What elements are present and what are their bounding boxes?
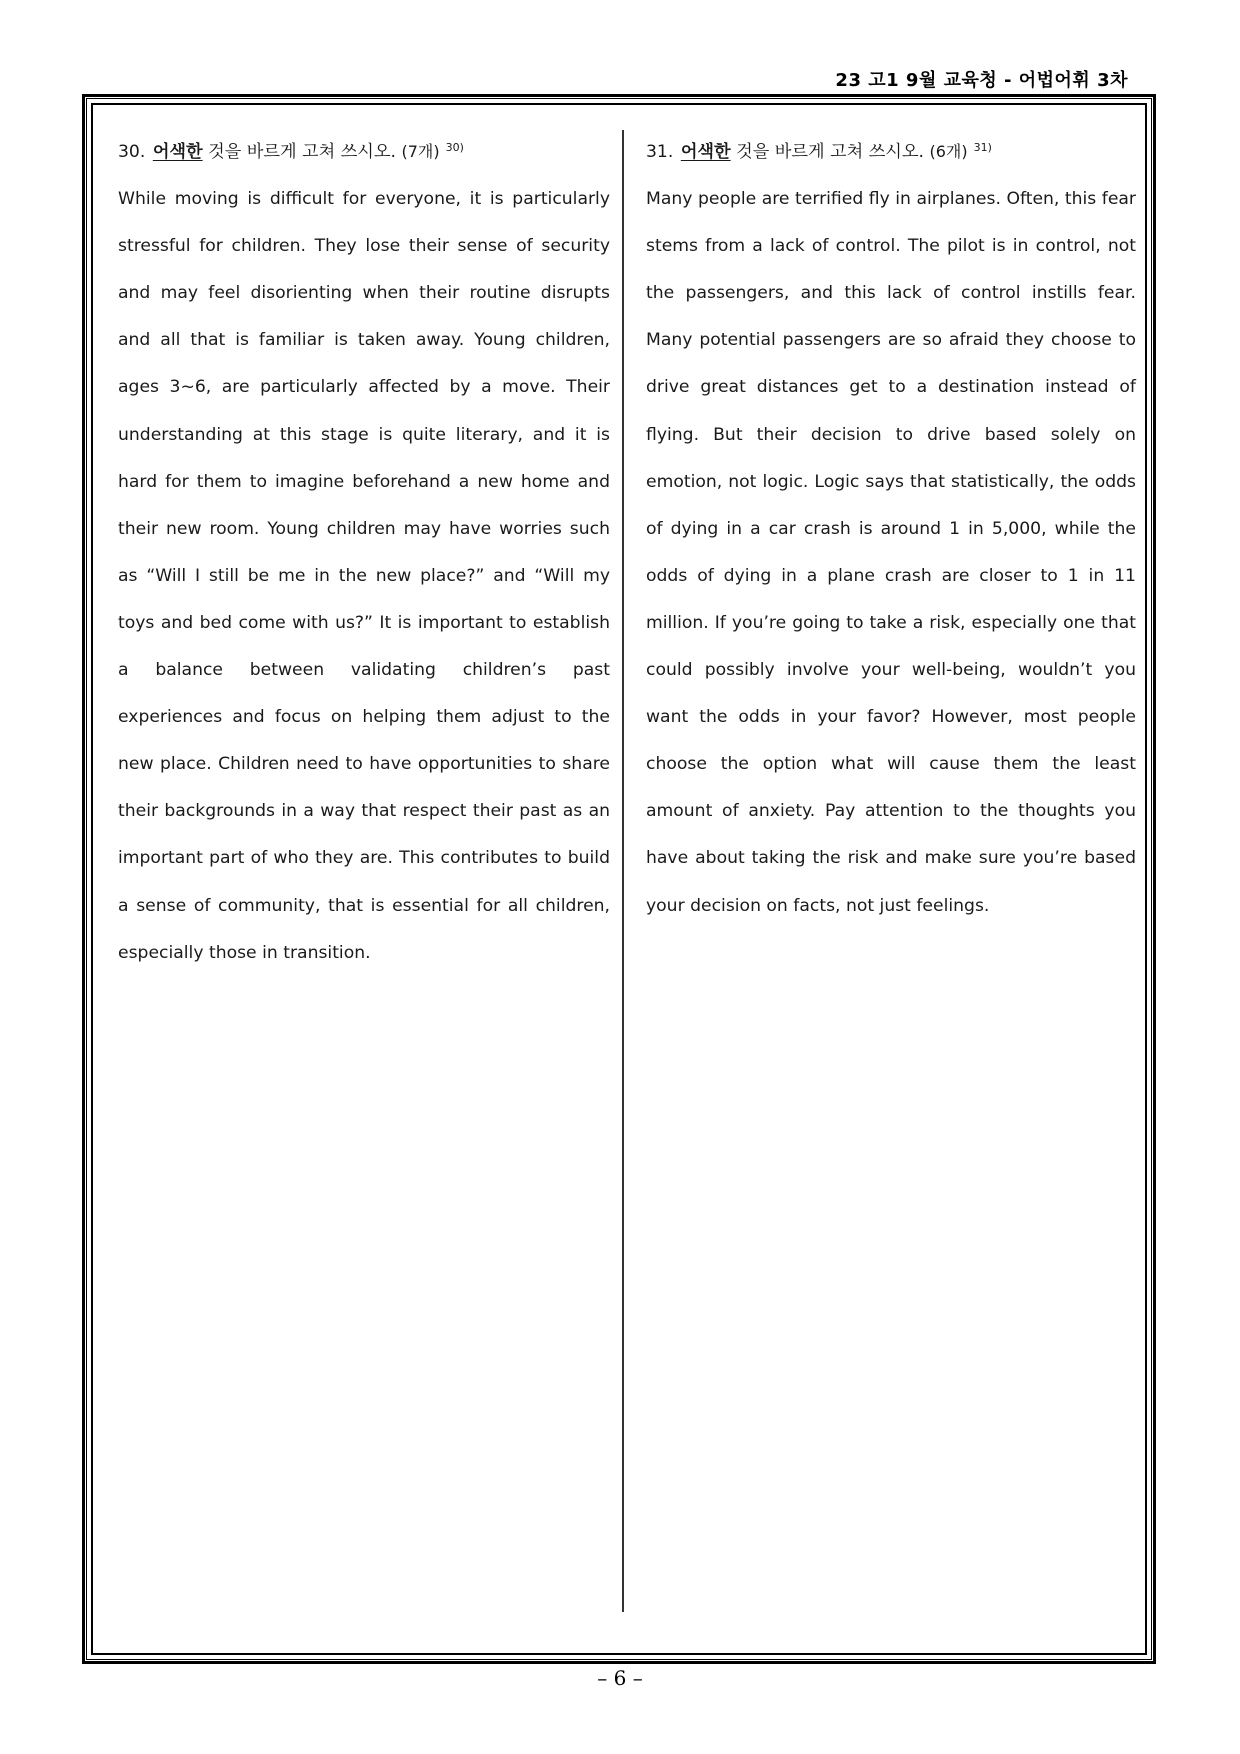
question-emphasis: 어색한	[152, 142, 203, 162]
page-number: – 6 –	[597, 1666, 643, 1690]
question-emphasis: 어색한	[680, 142, 731, 162]
question-31-passage: Many people are terrified fly in airplanes. Often, this fear stems from a lack of control. The pilot is in control, not the passengers, and this lack of control instills fear. Many potential passengers are so afraid they choose to drive great distances get to a destination instead of flying. But their decision to drive based solely on emotion, not logic. Logic says that statistically, the odds of dying in a car crash is around 1 in 5,000, while the odds of dying in a plane crash are closer to 1 in 11 million. If you’re going to take a risk, especially one that could possibly involve your well-being, wouldn’t you want the odds in your favor? However, most people choose the option what will cause them the least amount of anxiety. Pay attention to the thoughts you have about taking the risk and make sure you’re based your decision on facts, not just feelings.	[646, 189, 1136, 916]
question-count: (7개)	[401, 142, 440, 161]
question-number: 30.	[118, 142, 146, 162]
document-header-title: 23 고1 9월 교육청 - 어법어휘 3차	[835, 70, 1128, 91]
footnote-marker: 31)	[973, 141, 992, 154]
question-30-passage: While moving is difficult for everyone, it is particularly stressful for children. They lose their sense of security and may feel disorienting when their routine disrupts and all that is familiar is taken away. Young children, ages 3~6, are particularly affected by a move. Their understanding at this stage is quite literary, and it is hard for them to imagine beforehand a new home and their new room. Young children may have worries such as “Will I still be me in the new place?” and “Will my toys and bed come with us?” It is important to establish a balance between validating children’s past experiences and focus on helping them adjust to the new place. Children need to have opportunities to share their backgrounds in a way that respect their past as an important part of who they are. This contributes to build a sense of community, that is essential for all children, especially those in transition.	[118, 189, 610, 963]
column-divider	[622, 130, 624, 1612]
question-instruction: 것을 바르게 고쳐 쓰시오.	[208, 142, 396, 162]
question-30-column	[118, 124, 610, 977]
question-number: 31.	[646, 142, 674, 162]
question-count: (6개)	[929, 142, 968, 161]
question-30-prompt	[118, 124, 610, 176]
footnote-marker: 30)	[445, 141, 464, 154]
question-instruction: 것을 바르게 고쳐 쓰시오.	[736, 142, 924, 162]
question-31-column	[646, 124, 1136, 930]
question-31-prompt	[646, 124, 1136, 176]
